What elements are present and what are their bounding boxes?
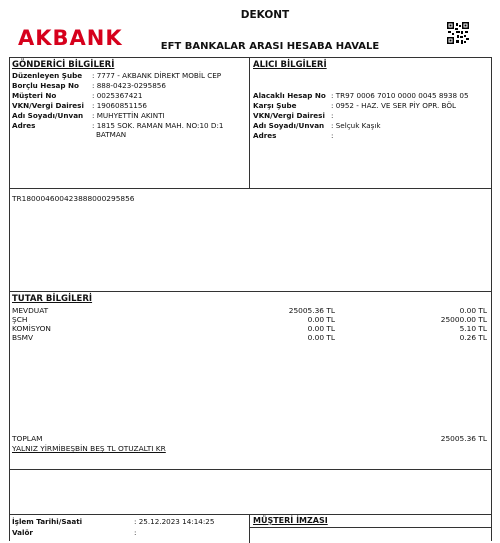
divider-parties bbox=[9, 188, 492, 189]
divider-signature bbox=[249, 514, 250, 543]
customer-signature-title: MÜŞTERİ İMZASI bbox=[253, 516, 328, 525]
receiver-row: Adı Soyadı/Unvan : Selçuk Kaşık bbox=[253, 121, 381, 130]
sender-row: Müşteri No : 0025367421 bbox=[12, 91, 143, 100]
sender-address-line2: BATMAN bbox=[96, 130, 127, 139]
document-title: DEKONT bbox=[240, 9, 290, 21]
total-in-words: YALNIZ YİRMİBEŞBİN BEŞ TL OTUZALTI KR bbox=[12, 444, 166, 453]
receiver-row: Adres : bbox=[253, 131, 334, 140]
qr-code-icon bbox=[447, 22, 469, 44]
sender-row: Adres : 1815 SOK. RAMAN MAH. NO:10 D:1 bbox=[12, 121, 224, 130]
total-value: 25005.36 TL bbox=[440, 434, 487, 443]
sender-row: Adı Soyadı/Unvan : MUHYETTİN AKINTI bbox=[12, 111, 165, 120]
sender-row: Düzenleyen Şube : 7777 - AKBANK DİREKT MOBİL CEP bbox=[12, 71, 222, 80]
receiver-section-title: ALICI BİLGİLERİ bbox=[253, 60, 327, 70]
description-text: TR180004600423888000295856 bbox=[12, 194, 135, 203]
sender-row: Borçlu Hesap No : 888-0423-0295856 bbox=[12, 81, 166, 90]
amounts-section-title: TUTAR BİLGİLERİ bbox=[12, 294, 93, 304]
divider-sender-receiver bbox=[249, 57, 250, 188]
receiver-row: VKN/Vergi Dairesi : bbox=[253, 111, 334, 120]
sender-section-title: GÖNDERİCİ BİLGİLERİ bbox=[12, 60, 115, 70]
akbank-logo: AKBANK bbox=[18, 26, 123, 50]
sender-row: VKN/Vergi Dairesi : 19060851156 bbox=[12, 101, 148, 110]
divider-signature-line bbox=[249, 527, 492, 528]
divider-description bbox=[9, 291, 492, 292]
transaction-date-row: İşlem Tarihi/Saati : 25.12.2023 14:14:25 bbox=[12, 517, 215, 526]
value-date-row: Valör : bbox=[12, 528, 137, 537]
divider-footer bbox=[9, 514, 492, 515]
receiver-row: Alacaklı Hesap No : TR97 0006 7010 0000 0045 8938 05 bbox=[253, 91, 469, 100]
divider-amounts bbox=[9, 469, 492, 470]
total-label: TOPLAM bbox=[12, 434, 43, 443]
receiver-row: Karşı Şube : 0952 - HAZ. VE SER PİY OPR. BÖL bbox=[253, 101, 456, 110]
transaction-type: EFT BANKALAR ARASI HESABA HAVALE bbox=[160, 41, 380, 52]
